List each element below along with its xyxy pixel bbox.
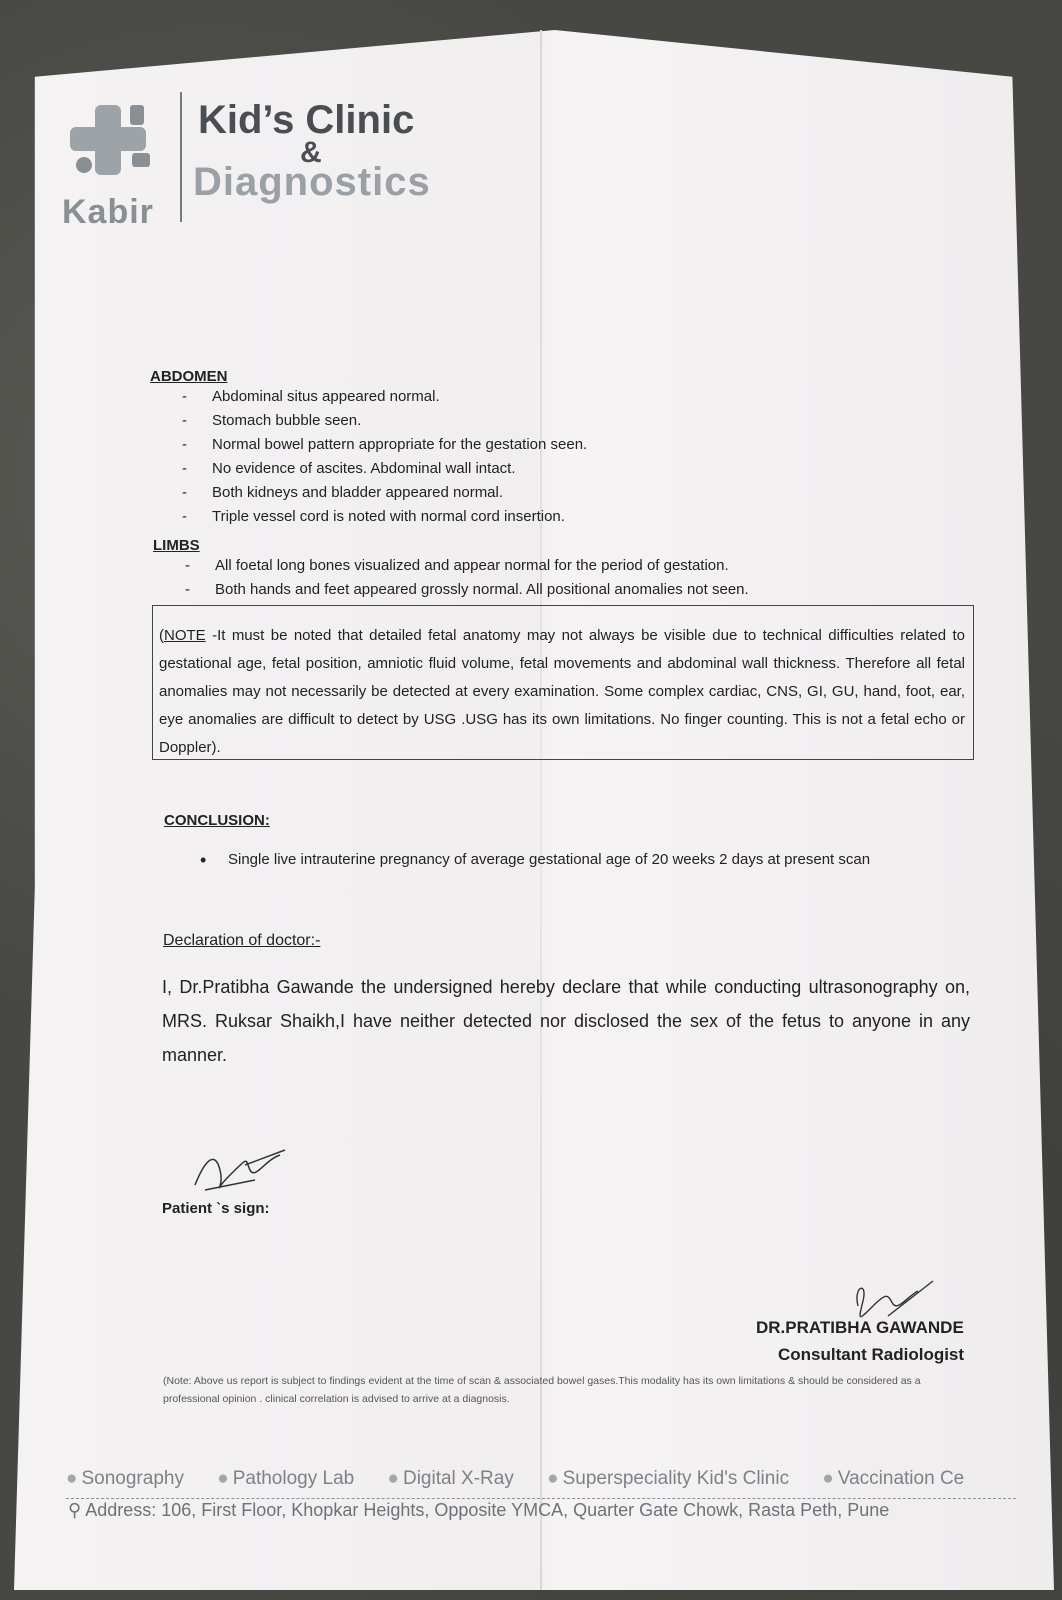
services-list [66, 1468, 1026, 1490]
bullet-icon: • [200, 850, 207, 870]
list-item: - No evidence of ascites. Abdominal wall intact. [182, 457, 980, 481]
abdomen-heading: ABDOMEN [150, 368, 228, 385]
list-item: - Normal bowel pattern appropriate for the gestation seen. [182, 433, 980, 457]
limbs-heading: LIMBS [153, 537, 200, 554]
declaration-heading: Declaration of doctor:- [163, 932, 321, 949]
declaration-text: I, Dr.Pratibha Gawande the undersigned hereby declare that while conducting ultrasonography on, MRS. Ruksar Shaikh,I have neither detected nor disclosed the sex of the fetus to anyone in any manner. [162, 977, 970, 1065]
patient-signature-icon [185, 1140, 295, 1200]
list-item: - Stomach bubble seen. [182, 409, 980, 433]
conclusion-text: Single live intrauterine pregnancy of average gestational age of 20 weeks 2 days at present scan [228, 851, 871, 868]
note-open: ( [159, 627, 164, 644]
clinic-title-amp: & [300, 136, 322, 169]
list-item: - Abdominal situs appeared normal. [182, 385, 980, 409]
location-pin-icon: ⚲ [68, 1500, 86, 1520]
limbs-list [150, 554, 980, 602]
list-item: - All foetal long bones visualized and appear normal for the period of gestation. [185, 554, 980, 578]
address-line [68, 1500, 889, 1521]
service-item: ● Superspeciality Kid's Clinic [547, 1468, 790, 1489]
clinic-title-line1: Kid’s Clinic [198, 98, 415, 142]
service-item: ● Pathology Lab [217, 1468, 355, 1489]
note-box [152, 605, 974, 760]
patient-sign-label: Patient `s sign: [162, 1200, 270, 1217]
service-item: ● Vaccination Ce [822, 1468, 965, 1489]
note-text: -It must be noted that detailed fetal anatomy may not always be visible due to technical difficulties related to gestational age, fetal position, amniotic fluid volume, fetal movements and abdominal wall thickness. Therefore all fetal anomalies may not necessarily be detected at every examination. Some complex cardiac, CNS, GI, GU, hand, foot, ear, eye anomalies are difficult to detect by USG .USG has its own limitations. No finger counting. This is not a fetal echo or Doppler). [159, 627, 965, 756]
clinic-title-line2: Diagnostics [193, 160, 431, 204]
service-item: ● Digital X-Ray [387, 1468, 514, 1489]
list-item: - Both kidneys and bladder appeared normal. [182, 481, 980, 505]
service-item: ● Sonography [66, 1468, 184, 1489]
footnote: (Note: Above us report is subject to findings evident at the time of scan & associated bowel gases.This modality has its own limitations & should be considered as a professional opinion . clinical correlation is advised to arrive at a diagnosis. [163, 1375, 921, 1405]
conclusion-heading: CONCLUSION: [164, 812, 270, 829]
abdomen-list [150, 385, 980, 529]
brand-name: Kabir [62, 193, 154, 231]
doctor-title: Consultant Radiologist [778, 1345, 965, 1364]
note-label: NOTE [164, 627, 206, 644]
list-item: - Both hands and feet appeared grossly normal. All positional anomalies not seen. [185, 578, 980, 602]
doctor-name: DR.PRATIBHA GAWANDE [756, 1318, 964, 1337]
paper-fold [540, 30, 542, 1590]
list-item: - Triple vessel cord is noted with normal cord insertion. [182, 505, 980, 529]
address-text: Address: 106, First Floor, Khopkar Heights, Opposite YMCA, Quarter Gate Chowk, Rasta Peth, Pune [85, 1500, 890, 1520]
findings-section [150, 368, 980, 602]
logo-divider [180, 92, 182, 222]
